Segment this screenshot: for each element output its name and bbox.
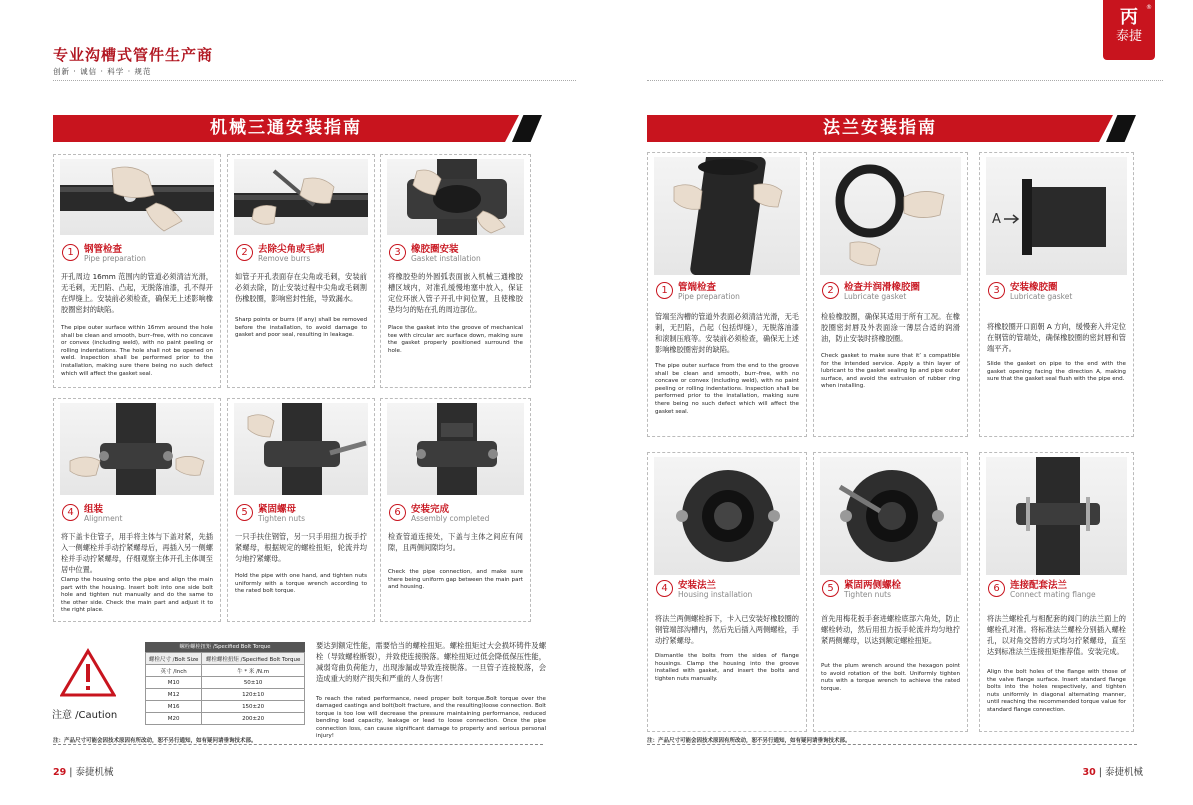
brand-logo: [1103, 0, 1155, 60]
step-title-en-2: Lubricate gasket: [844, 292, 907, 301]
page-number: 29 | 泰捷机械: [53, 767, 114, 778]
step-title-en-4: Housing installation: [678, 590, 753, 599]
step-title-en-1: Pipe preparation: [678, 292, 740, 301]
step-card-3: [979, 152, 1134, 437]
step-number-6: 6: [389, 504, 406, 521]
step-number-1: 1: [656, 282, 673, 299]
step-text-en-1: The pipe outer surface within 16mm around the hole shall be clean and smooth, burr–free, with no concave or convex (including weld), with no paint peeling or rolling indentations. The hole shall not be opened on weld. Inspection shall be performed prior to the installation, making sure there being no such defect which will affect the gasket seal.: [61, 325, 213, 377]
step-title-en-6: Assembly completed: [411, 514, 490, 523]
step-text-en-2: Check gasket to make sure that it’ s compatible for the intended service. Apply a thin layer of lubricant to the gasket sealing lip and pipe outer surface, and avoid the extrusion of rubber ring when installing.: [821, 353, 960, 390]
step-text-en-3: Place the gasket into the groove of mechanical tee with circular arc surface down, making sure the gasket properly positioned surround the hole.: [388, 325, 523, 354]
table-row: [146, 689, 305, 701]
footnote-divider: [53, 744, 543, 745]
page-subtitle: 创新 · 诚信 · 科学 · 规范: [53, 67, 152, 76]
step-title-cn-6: 连接配套法兰: [1010, 580, 1068, 591]
step-heading-4: [656, 577, 802, 603]
step-card-1: [53, 154, 221, 388]
step-card-5: [227, 398, 375, 622]
step-heading-5: [236, 501, 370, 527]
step-text-cn-3: 将橡胶垫的外圆弧表面嵌入机械三通橡胶槽区域内，对准孔缓慢地塞中放入，保证定位环嵌入管子开孔中间位置，且使橡胶垫均匀的贴在孔的周边部位。: [388, 272, 523, 314]
step-text-en-6: Align the bolt holes of the flange with those of the valve flange surface. Insert standard flange bolts into the holes respectively, and tighten nuts uniformly in diagonal alternating manner, until reaching the recommended torque value for standard flange connection.: [987, 669, 1126, 713]
step-heading-3: [389, 241, 526, 267]
step-photo-1: [654, 157, 800, 275]
step-text-cn-6: 将法兰螺栓孔与相配套的阀门的法兰面上的螺栓孔对准。将标准法兰螺栓分别插入螺栓孔，以对角交替的方式均匀拧紧螺母，直至达到标准法兰连接扭矩推荐值。安装完成。: [987, 614, 1126, 656]
step-title-en-5: Tighten nuts: [844, 590, 891, 599]
page-title: 专业沟槽式管件生产商: [53, 46, 214, 64]
step-number-5: 5: [822, 580, 839, 597]
step-text-en-6: Check the pipe connection, and make sure there being uniform gap between the main part and housing.: [388, 569, 523, 591]
bolt-torque: 200±20: [202, 713, 305, 725]
step-title-cn-1: 钢管检查: [84, 244, 123, 255]
step-heading-2: [236, 241, 370, 267]
step-title-cn-1: 管端检查: [678, 282, 717, 293]
step-text-cn-2: 检验橡胶圈，确保其适用于所有工况。在橡胶圈密封唇及外表面涂一薄层合适的润滑油，防止安装时挤橡胶圈。: [821, 312, 960, 343]
step-card-2: [227, 154, 375, 388]
torque-unit-size: 英寸 /Inch: [146, 665, 202, 677]
table-row: [146, 677, 305, 689]
step-card-5: [813, 452, 968, 732]
step-number-5: 5: [236, 504, 253, 521]
step-text-en-3: Slide the gasket on pipe to the end with the gasket opening facing the direction A, making sure that the gasket seal flush with the pipe end.: [987, 361, 1126, 383]
brand-name: 泰捷机械: [75, 767, 114, 778]
step-photo-6: [387, 403, 524, 495]
step-photo-6: [986, 457, 1127, 575]
step-heading-1: [656, 279, 802, 305]
arrow-right-icon: [1004, 215, 1018, 223]
bolt-torque: 150±20: [202, 701, 305, 713]
step-text-cn-2: 如管子开孔表面存在尖角或毛刺，安装前必须去除，防止安装过程中尖角或毛刺割伤橡胶圈，影响密封性能，导致漏水。: [235, 272, 367, 303]
step-photo-1: [60, 159, 214, 235]
torque-header-torque: 螺栓螺栓扭矩 /Specified Bolt Torque: [202, 653, 305, 665]
step-heading-2: [822, 279, 963, 305]
direction-a-label: A: [992, 212, 1001, 227]
step-heading-5: [822, 577, 963, 603]
step-heading-4: [62, 501, 216, 527]
bolt-torque-table: [145, 642, 305, 725]
step-title-en-5: Tighten nuts: [258, 514, 305, 523]
step-title-cn-3: 安装橡胶圈: [1010, 282, 1058, 293]
step-text-en-4: Clamp the housing onto the pipe and align the main part with the housing. Insert bolt into one side bolt hole and tighten nut manually and do the same to the other side. Check the main part and adjust it to the right place.: [61, 577, 213, 614]
logo-text: 泰捷: [1115, 29, 1142, 44]
step-heading-6: [988, 577, 1129, 603]
step-photo-2: [234, 159, 368, 235]
step-text-cn-5: 首先用梅花扳手套进螺栓底部六角处，防止螺栓转动，然后用扭力扳手轮流并均匀地拧紧两侧螺母，以达到额定螺栓扭矩。: [821, 614, 960, 645]
step-photo-3: [387, 159, 524, 235]
step-text-en-1: The pipe outer surface from the end to the groove shall be clean and smooth, burr–free, with no concave or convex (including weld), with no paint peeling or rolling indentations. Inspection shall be performed prior to the installation, making sure there being no such defect which will affect the gasket seal.: [655, 363, 799, 415]
step-heading-3: [988, 279, 1129, 305]
step-text-en-5: Hold the pipe with one hand, and tighten nuts uniformly with a torque wrench according to the rated bolt torque.: [235, 573, 367, 595]
step-title-en-4: Alignment: [84, 514, 123, 523]
step-heading-1: [62, 241, 216, 267]
warning-text-en: To reach the rated performance, need proper bolt torque.Bolt torque over the damaged castings and bolt(bolt fracture, and the resulting)loose connection. Bolt torque is too low will decrease the pressure maintaining performance, reduced bending load capacity, leakage or lead to loose connection. Once the pipe connection loss, can cause significant damage to property and serious personal injury!: [316, 696, 546, 740]
step-title-cn-4: 安装法兰: [678, 580, 717, 591]
step-title-cn-2: 去除尖角或毛刺: [258, 244, 325, 255]
step-photo-3: [986, 157, 1127, 275]
step-title-en-2: Remove burrs: [258, 254, 311, 263]
step-heading-6: [389, 501, 526, 527]
step-title-en-3: Gasket installation: [411, 254, 481, 263]
bolt-size: M12: [146, 689, 202, 701]
bolt-size: M20: [146, 713, 202, 725]
step-card-3: [380, 154, 531, 388]
step-title-cn-2: 检查并润滑橡胶圈: [844, 282, 921, 293]
warning-icon: [60, 648, 116, 698]
step-text-cn-4: 将法兰两侧螺栓拆下，卡入已安装好橡胶圈的钢管端部沟槽内，然后先后插入两侧螺栓，手动拧紧螺母。: [655, 614, 799, 645]
step-card-6: [979, 452, 1134, 732]
step-title-cn-3: 橡胶圈安装: [411, 244, 459, 255]
step-photo-5: [234, 403, 368, 495]
table-row: [146, 701, 305, 713]
step-title-en-1: Pipe preparation: [84, 254, 146, 263]
step-number-4: 4: [656, 580, 673, 597]
step-title-cn-5: 紧固螺母: [258, 504, 297, 515]
step-title-cn-6: 安装完成: [411, 504, 450, 515]
step-photo-2: [820, 157, 961, 275]
brand-name: 泰捷机械: [1104, 767, 1143, 778]
bolt-torque: 120±10: [202, 689, 305, 701]
left-page: [0, 0, 596, 805]
step-number-6: 6: [988, 580, 1005, 597]
footnote-divider: [647, 744, 1137, 745]
header-divider: [647, 80, 1163, 81]
step-text-cn-3: 将橡胶圈开口面朝 A 方向，缓慢套入并定位在钢管的管端处，确保橡胶圈的密封唇和管端平齐。: [987, 322, 1126, 353]
torque-header-size: 螺栓尺寸 /Bolt Size: [146, 653, 202, 665]
logo-glyph: 丙: [1120, 7, 1138, 28]
step-title-en-3: Lubricate gasket: [1010, 292, 1073, 301]
step-title-cn-4: 组装: [84, 504, 104, 515]
section-title: 机械三通安装指南: [210, 118, 362, 138]
step-text-cn-5: 一只手扶住钢管，另一只手用扭力扳手拧紧螺母，根据规定的螺栓扭矩，轮流并均匀地拧紧螺母。: [235, 532, 367, 563]
step-text-en-2: Sharp points or burrs (if any) shall be removed before the installation, to avoid damage to gasket and poor seal, resulting in leakage.: [235, 317, 367, 339]
step-text-en-5: Put the plum wrench around the hexagon point to avoid rotation of the bolt. Uniformly tighten nuts with a torque wrench to achieve the rated torque.: [821, 663, 960, 692]
header-divider: [53, 80, 576, 81]
torque-table-title: 螺栓螺栓扭矩 /Specified Bolt Torque: [145, 642, 305, 652]
step-number-4: 4: [62, 504, 79, 521]
section-title: 法兰安装指南: [823, 118, 937, 138]
bolt-size: M16: [146, 701, 202, 713]
registered-mark: ®: [1146, 4, 1152, 11]
step-number-2: 2: [236, 244, 253, 261]
step-text-cn-1: 开孔周边 16mm 范围内的管道必须清洁光滑，无毛刺，无凹陷、凸起，无脱落油漆，孔不得开在焊缝上。安装前必须检查，确保无上述影响橡胶圈密封的缺陷。: [61, 272, 213, 314]
step-card-2: [813, 152, 968, 437]
step-photo-4: [60, 403, 214, 495]
bolt-torque: 50±10: [202, 677, 305, 689]
step-title-cn-5: 紧固两侧螺栓: [844, 580, 902, 591]
step-card-1: [647, 152, 807, 437]
step-number-2: 2: [822, 282, 839, 299]
caution-label: 注意 /Caution: [52, 710, 118, 721]
table-row: [146, 713, 305, 725]
page-number-value: 30: [1082, 767, 1096, 778]
step-card-4: [53, 398, 221, 622]
bolt-size: M10: [146, 677, 202, 689]
step-number-3: 3: [988, 282, 1005, 299]
step-photo-5: [820, 457, 961, 575]
step-text-cn-1: 管端至沟槽的管道外表面必须清洁光滑，无毛刺，无凹陷，凸起（包括焊缝），无脱落油漆和滚制压痕等。安装前必须检查，确保无上述影响橡胶圈密封的缺陷。: [655, 312, 799, 354]
step-card-6: [380, 398, 531, 622]
page-number: 30 | 泰捷机械: [1082, 767, 1143, 778]
step-text-cn-6: 检查管道连接处，下盖与主体之间应有间隙，且两侧间隙均匀。: [388, 532, 523, 552]
warning-text-cn: 要达到额定性能，需要恰当的螺栓扭矩。螺栓扭矩过大会损坏铸件及螺栓（导致螺栓断裂），并致使连接脱落。螺栓扭矩过低会降低保压性能，减弱弯曲负荷能力，出现渗漏或导致连接脱落。一旦管子连接脱落，会造成重大的财产损失和严重的人身伤害！: [316, 641, 546, 683]
right-page: [597, 0, 1193, 805]
footnote: 注：产品尺寸可能会因技术原因有所改动，恕不另行通知，如有疑问请垂询技术部。: [53, 738, 257, 744]
step-card-4: [647, 452, 807, 732]
step-text-cn-4: 将下盖卡住管子，用手将主体与下盖对紧，先插入一侧螺栓并手动拧紧螺母后，再插入另一侧螺栓并手动拧紧螺母，仔细观察主体开孔主体调至居中位置。: [61, 532, 213, 574]
step-text-en-4: Dismantle the bolts from the sides of flange housings. Clamp the housing into the groove installed with gasket, and insert the bolts and tighten nuts manually.: [655, 653, 799, 682]
step-photo-4: [654, 457, 800, 575]
footnote: 注：产品尺寸可能会因技术原因有所改动，恕不另行通知，如有疑问请垂询技术部。: [647, 738, 851, 744]
page-number-value: 29: [53, 767, 67, 778]
step-number-1: 1: [62, 244, 79, 261]
step-number-3: 3: [389, 244, 406, 261]
torque-unit-torque: 牛 * 米 /N.m: [202, 665, 305, 677]
step-title-en-6: Connect mating flange: [1010, 590, 1096, 599]
